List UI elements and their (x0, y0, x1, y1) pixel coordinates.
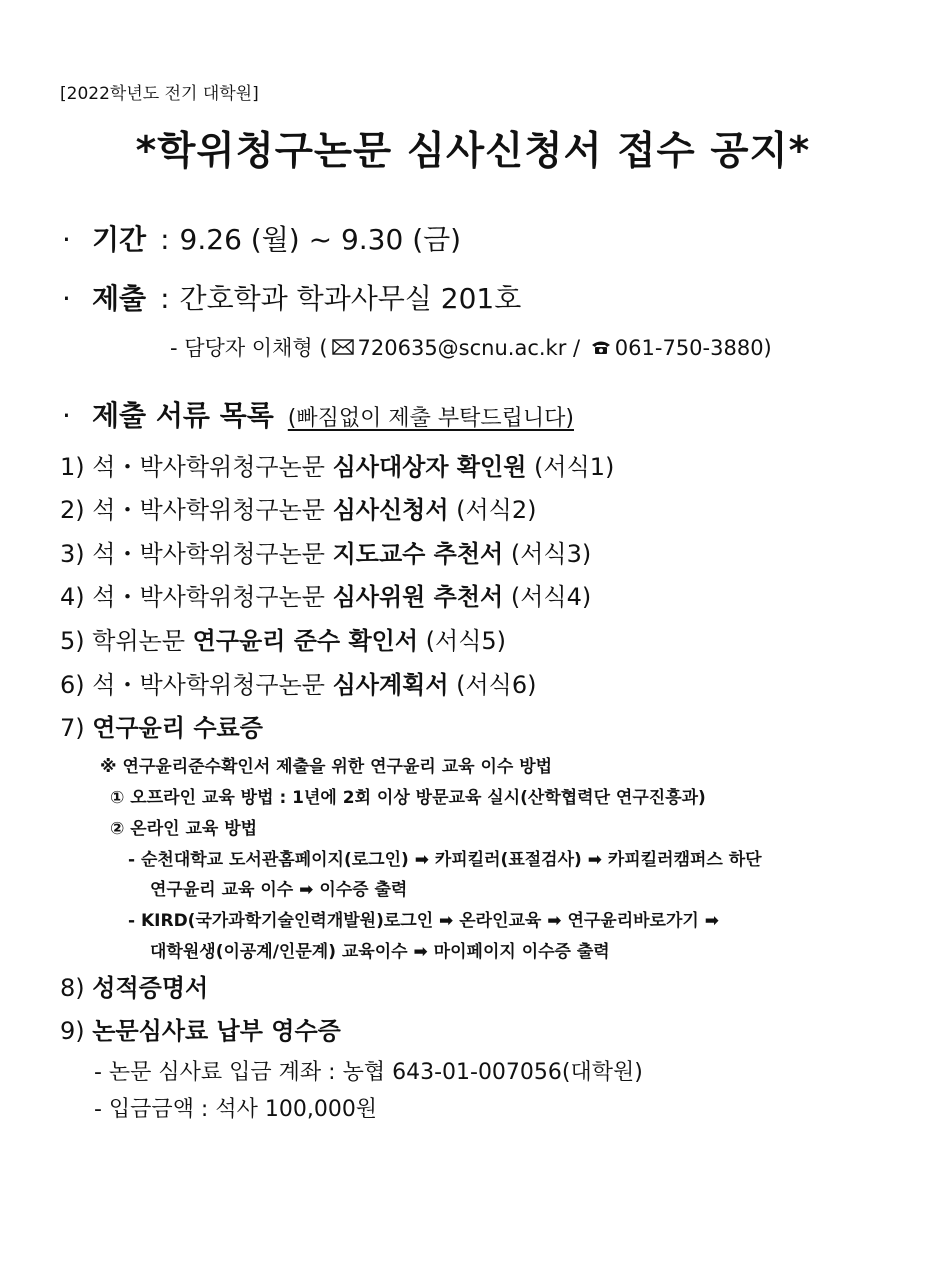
item-number: 1) (60, 453, 85, 481)
path-step: 마이페이지 이수증 출력 (433, 942, 610, 962)
path-step: 이수증 출력 (319, 880, 408, 900)
payment-account: - 논문 심사료 입금 계좌 : 농협 643-01-007056(대학원) (94, 1060, 643, 1085)
list-item (60, 976, 208, 1000)
item-title: 지도교수 추천서 (332, 540, 504, 568)
item-number: 7) (60, 714, 85, 742)
list-item (60, 673, 537, 697)
item-number: 4) (60, 583, 85, 611)
item-title: 성적증명서 (92, 974, 209, 1002)
item-prefix: 석・박사학위청구논문 (92, 496, 333, 524)
item-title: 심사신청서 (332, 496, 449, 524)
path-step: - 순천대학교 도서관홈페이지(로그인) (128, 850, 409, 870)
item-number: 9) (60, 1017, 85, 1045)
list-item (60, 542, 591, 566)
page-title: *학위청구논문 심사신청서 접수 공지* (135, 128, 811, 174)
online-path-2-cont (150, 944, 610, 961)
item-form: (서식5) (418, 627, 507, 655)
item-prefix: 석・박사학위청구논문 (92, 453, 333, 481)
contact-line (170, 338, 772, 359)
semester-tag: [2022학년도 전기 대학원] (60, 84, 259, 104)
list-item (60, 498, 537, 522)
colon: : (160, 223, 170, 256)
list-item (60, 585, 591, 609)
list-item (60, 455, 614, 479)
path-step: 온라인교육 (459, 911, 542, 931)
online-path-1 (128, 852, 762, 869)
item-form: (서식1) (526, 453, 615, 481)
path-step: 연구윤리바로가기 (567, 911, 699, 931)
contact-phone: 061-750-3880) (614, 336, 772, 360)
submit-value: 간호학과 학과사무실 201호 (179, 282, 522, 315)
telephone-icon (591, 338, 611, 359)
path-step: - KIRD(국가과학기술인력개발원)로그인 (128, 911, 434, 931)
list-item (60, 629, 506, 653)
item-number: 3) (60, 540, 85, 568)
offline-method: ① 오프라인 교육 방법 : 1년에 2회 이상 방문교육 실시(산학협력단 연구진흥과) (110, 788, 706, 808)
bullet: · (62, 399, 71, 432)
item-form: (서식4) (503, 583, 592, 611)
item-form: (서식2) (448, 496, 537, 524)
contact-person: - 담당자 이채형 ( (170, 336, 328, 360)
item-title: 심사계획서 (332, 671, 449, 699)
period-line (62, 223, 462, 256)
separator: / (566, 336, 587, 360)
documents-note: (빠짐없이 제출 부탁드립니다) (287, 406, 574, 431)
item-title: 연구윤리 준수 확인서 (192, 627, 419, 655)
arrow-right-icon: ➡ (587, 850, 602, 870)
submit-label: 제출 (92, 282, 147, 315)
bullet: · (62, 282, 71, 315)
envelope-icon (332, 338, 354, 359)
arrow-right-icon: ➡ (299, 880, 314, 900)
online-path-2 (128, 913, 719, 930)
ethics-note: ※ 연구윤리준수확인서 제출을 위한 연구윤리 교육 이수 방법 (100, 757, 553, 777)
item-prefix: 석・박사학위청구논문 (92, 540, 333, 568)
documents-heading: 제출 서류 목록 (92, 399, 274, 432)
online-method: ② 온라인 교육 방법 (110, 819, 258, 839)
item-number: 8) (60, 974, 85, 1002)
colon: : (160, 282, 170, 315)
payment-amount: - 입금금액 : 석사 100,000원 (94, 1097, 378, 1122)
period-value: 9.26 (월) ~ 9.30 (금) (179, 223, 462, 256)
arrow-right-icon: ➡ (439, 911, 454, 931)
period-label: 기간 (92, 223, 147, 256)
item-form: (서식6) (448, 671, 537, 699)
item-number: 6) (60, 671, 85, 699)
submit-line (62, 282, 522, 315)
list-item (60, 716, 263, 740)
item-title: 심사대상자 확인원 (332, 453, 527, 481)
path-step: 대학원생(이공계/인문계) 교육이수 (150, 942, 408, 962)
item-number: 5) (60, 627, 85, 655)
arrow-right-icon: ➡ (547, 911, 562, 931)
item-title: 논문심사료 납부 영수증 (92, 1017, 341, 1045)
contact-email: 720635@scnu.ac.kr (357, 336, 567, 360)
item-title: 연구윤리 수료증 (92, 714, 263, 742)
path-step: 카피킬러캠퍼스 하단 (607, 850, 762, 870)
arrow-right-icon: ➡ (414, 850, 429, 870)
path-step: 연구윤리 교육 이수 (150, 880, 294, 900)
item-number: 2) (60, 496, 85, 524)
item-prefix: 석・박사학위청구논문 (92, 671, 333, 699)
item-prefix: 석・박사학위청구논문 (92, 583, 333, 611)
list-item (60, 1019, 341, 1043)
item-form: (서식3) (503, 540, 592, 568)
online-path-1-cont (150, 882, 407, 899)
arrow-right-icon: ➡ (413, 942, 428, 962)
path-step: 카피킬러(표절검사) (434, 850, 582, 870)
arrow-right-icon: ➡ (704, 911, 719, 931)
item-prefix: 학위논문 (92, 627, 193, 655)
documents-heading-line (62, 399, 574, 432)
item-title: 심사위원 추천서 (332, 583, 504, 611)
bullet: · (62, 223, 71, 256)
